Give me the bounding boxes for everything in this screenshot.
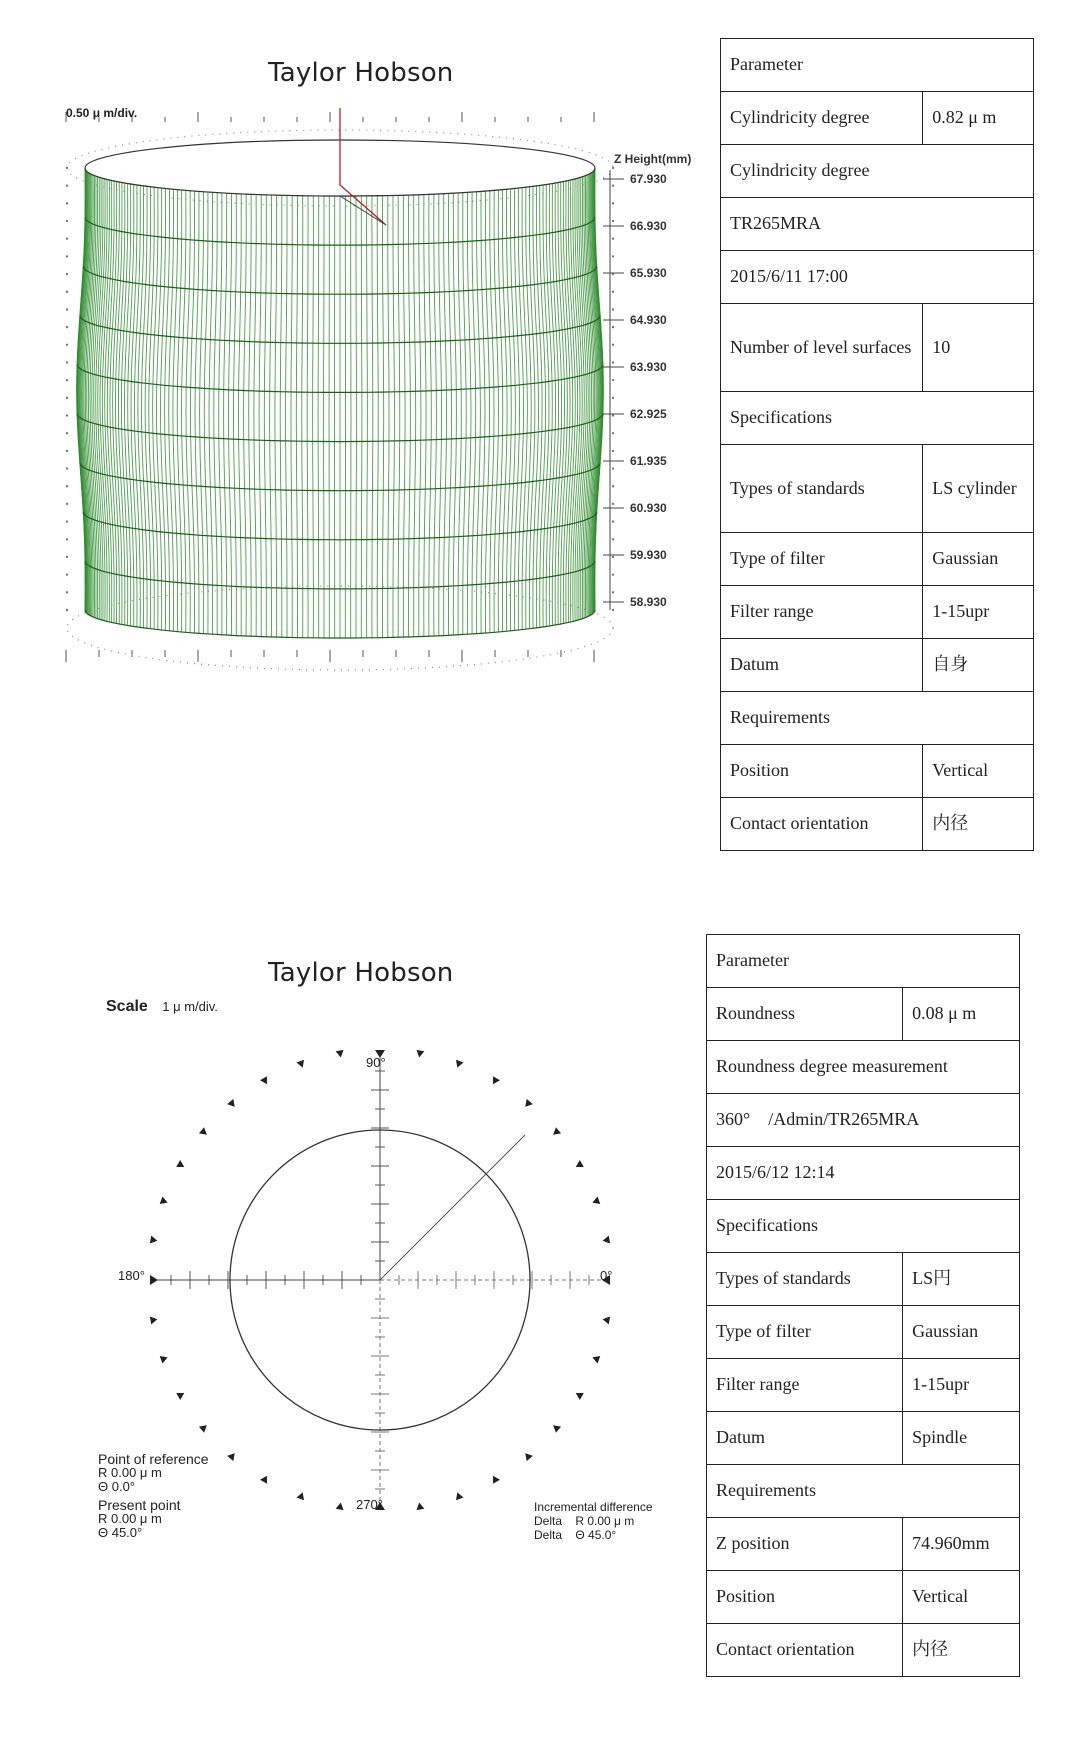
- round-table-row: [707, 1359, 1020, 1412]
- round-table-cell: 内径: [903, 1624, 1020, 1677]
- mesh-line: [477, 192, 481, 634]
- round-table-row: [707, 1465, 1020, 1518]
- round-table-cell: 0.08 μ m: [903, 988, 1020, 1041]
- reference-dot: [612, 538, 614, 540]
- mesh-line: [486, 191, 490, 633]
- round-table-row: [707, 1412, 1020, 1465]
- mesh-line: [367, 196, 368, 638]
- reference-dot: [612, 467, 614, 469]
- mesh-line: [229, 193, 232, 635]
- round-table-row: [707, 1200, 1020, 1253]
- round-table-cell: Types of standards: [707, 1253, 903, 1306]
- round-table-cell: Specifications: [707, 1200, 1020, 1253]
- round-table-row: [707, 1624, 1020, 1677]
- z-tick-label: 60.930: [630, 501, 667, 515]
- angle-marker: [260, 1474, 270, 1484]
- round-table-cell: Spindle: [903, 1412, 1020, 1465]
- ref-theta: Θ 0.0°: [98, 1479, 135, 1494]
- mesh-line: [195, 191, 199, 633]
- mesh-line: [286, 195, 287, 637]
- angle-marker: [199, 1422, 210, 1433]
- cyl-table-cell: 1-15upr: [923, 586, 1034, 639]
- reference-dot: [66, 503, 68, 505]
- mesh-line: [270, 195, 272, 637]
- mesh-line: [498, 190, 503, 632]
- reference-dot: [66, 609, 68, 611]
- mesh-line: [434, 194, 437, 636]
- mesh-line: [536, 186, 542, 628]
- reference-dot: [612, 556, 614, 558]
- round-table-row: [707, 1518, 1020, 1571]
- reference-dot: [66, 344, 68, 346]
- ref-title: Point of reference: [98, 1451, 209, 1467]
- mesh-line: [444, 194, 447, 636]
- cyl-table-cell: TR265MRA: [721, 198, 1034, 251]
- cyl-table-row: [721, 798, 1034, 851]
- mesh-line: [467, 192, 471, 634]
- angle-marker: [150, 1236, 158, 1245]
- round-table-cell: Filter range: [707, 1359, 903, 1412]
- cyl-table-cell: 2015/6/11 17:00: [721, 251, 1034, 304]
- cyl-table-cell: Vertical: [923, 745, 1034, 798]
- z-height-header: Z Height(mm): [614, 152, 692, 166]
- mesh-line: [571, 180, 578, 622]
- present-point-ray: [380, 1135, 525, 1280]
- reference-dot: [612, 450, 614, 452]
- mesh-line: [403, 195, 405, 637]
- z-tick-label: 62.925: [630, 407, 667, 421]
- angle-marker: [522, 1451, 533, 1462]
- mesh-line: [361, 196, 362, 638]
- cyl-table-row: [721, 304, 1034, 392]
- angle-marker: [297, 1060, 307, 1069]
- mesh-line: [429, 194, 432, 636]
- angle-marker: [415, 1502, 424, 1510]
- round-brand-title: Taylor Hobson: [268, 958, 454, 988]
- mesh-line: [134, 185, 140, 627]
- angle-marker: [415, 1050, 424, 1058]
- reference-dot: [66, 361, 68, 363]
- mesh-line: [533, 186, 539, 628]
- round-table-row: [707, 1147, 1020, 1200]
- round-table-cell: Parameter: [707, 935, 1020, 988]
- reference-dot: [66, 326, 68, 328]
- mesh-line: [522, 188, 527, 630]
- cyl-table-row: [721, 445, 1034, 533]
- mesh-line: [566, 181, 573, 623]
- cyl-table-row: [721, 392, 1034, 445]
- mesh-line: [449, 193, 452, 635]
- round-table-cell: Vertical: [903, 1571, 1020, 1624]
- round-table-row: [707, 1094, 1020, 1147]
- mesh-line: [138, 186, 144, 628]
- mesh-line: [244, 194, 247, 636]
- angle-marker: [591, 1354, 600, 1364]
- mesh-line: [439, 194, 442, 636]
- z-tick-label: 67.930: [630, 172, 667, 186]
- reference-dot: [66, 397, 68, 399]
- mesh-line: [177, 190, 182, 632]
- reference-dot: [66, 485, 68, 487]
- mesh-line: [291, 196, 292, 638]
- cyl-table-cell: Cylindricity degree: [721, 92, 923, 145]
- round-table-row: [707, 1571, 1020, 1624]
- cylindricity-plot: [0, 0, 640, 680]
- mesh-line: [302, 196, 303, 638]
- cyl-table-cell: Types of standards: [721, 445, 923, 533]
- roundness-spec-table: [706, 934, 1020, 1677]
- round-table-cell: Contact orientation: [707, 1624, 903, 1677]
- mesh-line: [149, 187, 154, 629]
- mesh-line: [424, 194, 426, 636]
- mesh-line: [224, 193, 227, 635]
- reference-dot: [66, 291, 68, 293]
- cyl-table-cell: 自身: [923, 639, 1034, 692]
- mesh-line: [107, 181, 114, 623]
- round-table-cell: Z position: [707, 1518, 903, 1571]
- angle-marker: [490, 1076, 500, 1086]
- inc-r: R 0.00 μ m: [575, 1514, 635, 1528]
- round-table-row: [707, 1041, 1020, 1094]
- cyl-table-row: [721, 198, 1034, 251]
- reference-dot: [612, 379, 614, 381]
- angle-marker: [551, 1422, 562, 1433]
- mesh-line: [490, 191, 494, 633]
- mesh-line: [214, 193, 217, 635]
- angle-marker: [551, 1127, 562, 1138]
- mesh-line: [568, 180, 575, 622]
- cyl-table-cell: Parameter: [721, 39, 1034, 92]
- round-table-row: [707, 1306, 1020, 1359]
- mesh-line: [102, 180, 109, 622]
- angle-marker: [260, 1076, 270, 1086]
- round-table-cell: LS円: [903, 1253, 1020, 1306]
- reference-dot: [66, 184, 68, 186]
- ref-r: R 0.00 μ m: [98, 1465, 162, 1480]
- inc-title: Incremental difference: [534, 1500, 653, 1514]
- mesh-line: [414, 195, 416, 637]
- mesh-line: [388, 196, 389, 638]
- angle-marker: [160, 1197, 169, 1207]
- mesh-line: [153, 188, 158, 630]
- mesh-line: [280, 195, 282, 637]
- mesh-line: [219, 193, 222, 635]
- round-scale-value: 1 μ m/div.: [162, 999, 218, 1014]
- angle-marker: [336, 1050, 345, 1058]
- angle-marker: [602, 1236, 610, 1245]
- mesh-line: [307, 196, 308, 638]
- mesh-line: [239, 194, 242, 636]
- angle-marker: [574, 1390, 584, 1400]
- cyl-brand-title: Taylor Hobson: [268, 58, 454, 88]
- angle-marker: [176, 1390, 186, 1400]
- reference-dot: [612, 184, 614, 186]
- angle-marker: [522, 1099, 533, 1110]
- cyl-table-cell: Specifications: [721, 392, 1034, 445]
- reference-dot: [612, 503, 614, 505]
- reference-dot: [66, 255, 68, 257]
- reference-dot: [612, 485, 614, 487]
- mesh-line: [472, 192, 476, 634]
- reference-dot: [66, 379, 68, 381]
- reference-dot: [612, 414, 614, 416]
- present-r: R 0.00 μ m: [98, 1511, 162, 1526]
- reference-dot: [66, 432, 68, 434]
- cyl-table-cell: Type of filter: [721, 533, 923, 586]
- mesh-line: [200, 192, 204, 634]
- angle-marker: [454, 1491, 464, 1500]
- mesh-line: [191, 191, 195, 633]
- mesh-line: [105, 180, 112, 622]
- mesh-line: [145, 187, 151, 629]
- round-table-cell: 1-15upr: [903, 1359, 1020, 1412]
- cyl-table-cell: 内径: [923, 798, 1034, 851]
- reference-dot: [66, 273, 68, 275]
- reference-dot: [612, 432, 614, 434]
- incremental-readout: [534, 1500, 653, 1542]
- mesh-line: [296, 196, 297, 638]
- delta-label-r: Delta: [534, 1514, 563, 1528]
- mesh-line: [264, 195, 266, 637]
- mesh-line: [313, 196, 314, 638]
- mesh-line: [209, 192, 213, 634]
- round-table-cell: Type of filter: [707, 1306, 903, 1359]
- reference-dot: [612, 573, 614, 575]
- cyl-table-cell: Contact orientation: [721, 798, 923, 851]
- angle-marker: [176, 1160, 186, 1170]
- reference-point-readout: [98, 1452, 209, 1540]
- mesh-line: [409, 195, 411, 637]
- cyl-table-row: [721, 92, 1034, 145]
- mesh-line: [254, 194, 256, 636]
- mesh-line: [204, 192, 208, 634]
- mesh-line: [398, 195, 400, 637]
- pointer-leader: [340, 196, 386, 225]
- cyl-table-cell: Gaussian: [923, 533, 1034, 586]
- delta-label-theta: Delta: [534, 1528, 563, 1542]
- z-tick-label: 65.930: [630, 266, 667, 280]
- mesh-line: [419, 195, 421, 637]
- angle-marker: [227, 1451, 238, 1462]
- round-table-cell: Datum: [707, 1412, 903, 1465]
- reference-dot: [612, 238, 614, 240]
- angle-marker: [574, 1160, 584, 1170]
- round-table-cell: Requirements: [707, 1465, 1020, 1518]
- cyl-table-cell: Requirements: [721, 692, 1034, 745]
- z-tick-label: 58.930: [630, 595, 667, 609]
- mesh-line: [494, 190, 498, 632]
- reference-dot: [66, 450, 68, 452]
- cyl-table-cell: Filter range: [721, 586, 923, 639]
- z-tick-label: 63.930: [630, 360, 667, 374]
- reference-dot: [66, 238, 68, 240]
- reference-dot: [612, 591, 614, 593]
- angle-0-label: 0°: [600, 1268, 613, 1283]
- reference-dot: [66, 591, 68, 593]
- mesh-line: [529, 187, 535, 629]
- cyl-scale-label: 0.50 μ m/div.: [66, 106, 138, 120]
- cyl-table-row: [721, 692, 1034, 745]
- cyl-table-cell: 10: [923, 304, 1034, 392]
- reference-dot: [66, 467, 68, 469]
- mesh-line: [186, 191, 190, 633]
- angle-180-label: 180°: [118, 1268, 145, 1283]
- round-table-cell: Roundness: [707, 988, 903, 1041]
- reference-dot: [66, 220, 68, 222]
- mesh-line: [249, 194, 252, 636]
- angle-marker: [227, 1099, 238, 1110]
- mesh-line: [393, 195, 394, 637]
- reference-dot: [612, 326, 614, 328]
- angle-90-label: 90°: [366, 1055, 386, 1070]
- mesh-line: [383, 196, 384, 638]
- cyl-table-row: [721, 745, 1034, 798]
- cyl-table-row: [721, 586, 1034, 639]
- cyl-table-row: [721, 145, 1034, 198]
- round-table-cell: 360° /Admin/TR265MRA: [707, 1094, 1020, 1147]
- mesh-line: [318, 196, 319, 638]
- reference-dot: [66, 556, 68, 558]
- present-title: Present point: [98, 1497, 181, 1513]
- cyl-table-row: [721, 251, 1034, 304]
- mesh-line: [141, 186, 147, 628]
- cyl-table-cell: Position: [721, 745, 923, 798]
- cyl-table-cell: Cylindricity degree: [721, 145, 1034, 198]
- angle-marker: [199, 1127, 210, 1138]
- mesh-line: [526, 187, 531, 629]
- angle-marker: [602, 1315, 610, 1324]
- round-table-row: [707, 935, 1020, 988]
- round-table-cell: 74.960mm: [903, 1518, 1020, 1571]
- mesh-line: [275, 195, 277, 637]
- angle-marker: [297, 1491, 307, 1500]
- round-scale-label: Scale: [106, 998, 148, 1015]
- z-tick-label: 59.930: [630, 548, 667, 562]
- mesh-line: [182, 190, 186, 632]
- reference-dot: [66, 538, 68, 540]
- angle-marker: [150, 1315, 158, 1324]
- round-table-cell: Gaussian: [903, 1306, 1020, 1359]
- reference-dot: [612, 255, 614, 257]
- present-theta: Θ 45.0°: [98, 1525, 143, 1540]
- reference-dot: [612, 397, 614, 399]
- cylindricity-spec-table: [720, 38, 1034, 851]
- mesh-line: [372, 196, 373, 638]
- round-table-cell: Roundness degree measurement: [707, 1041, 1020, 1094]
- cyl-table-row: [721, 39, 1034, 92]
- reference-dot: [612, 361, 614, 363]
- cyl-table-cell: Number of level surfaces: [721, 304, 923, 392]
- reference-dot: [66, 202, 68, 204]
- mesh-line: [458, 193, 461, 635]
- reference-dot: [612, 308, 614, 310]
- round-table-cell: Position: [707, 1571, 903, 1624]
- reference-dot: [66, 573, 68, 575]
- mesh-line: [540, 185, 546, 627]
- mesh-line: [234, 194, 237, 636]
- angle-marker: [490, 1474, 500, 1484]
- mesh-line: [481, 191, 485, 633]
- reference-dot: [612, 291, 614, 293]
- mesh-line: [453, 193, 456, 635]
- round-table-cell: 2015/6/12 12:14: [707, 1147, 1020, 1200]
- reference-dot: [612, 344, 614, 346]
- mesh-line: [377, 196, 378, 638]
- angle-marker: [160, 1354, 169, 1364]
- reference-dot: [612, 202, 614, 204]
- reference-dot: [612, 520, 614, 522]
- angle-270-label: 270°: [356, 1497, 383, 1512]
- z-tick-label: 66.930: [630, 219, 667, 233]
- mesh-line: [259, 195, 261, 637]
- cyl-table-row: [721, 639, 1034, 692]
- reference-dot: [66, 520, 68, 522]
- reference-dot: [66, 414, 68, 416]
- reference-dot: [612, 609, 614, 611]
- reference-dot: [612, 220, 614, 222]
- cyl-table-cell: 0.82 μ m: [923, 92, 1034, 145]
- cyl-table-cell: Datum: [721, 639, 923, 692]
- angle-marker: [591, 1197, 600, 1207]
- round-table-row: [707, 988, 1020, 1041]
- inc-theta: Θ 45.0°: [575, 1528, 617, 1542]
- z-tick-label: 64.930: [630, 313, 667, 327]
- angle-marker: [454, 1060, 464, 1069]
- round-table-row: [707, 1253, 1020, 1306]
- reference-dot: [66, 308, 68, 310]
- angle-marker: [336, 1502, 345, 1510]
- cyl-table-row: [721, 533, 1034, 586]
- cyl-table-cell: LS cylinder: [923, 445, 1034, 533]
- mesh-line: [463, 193, 466, 635]
- z-tick-label: 61.935: [630, 454, 667, 468]
